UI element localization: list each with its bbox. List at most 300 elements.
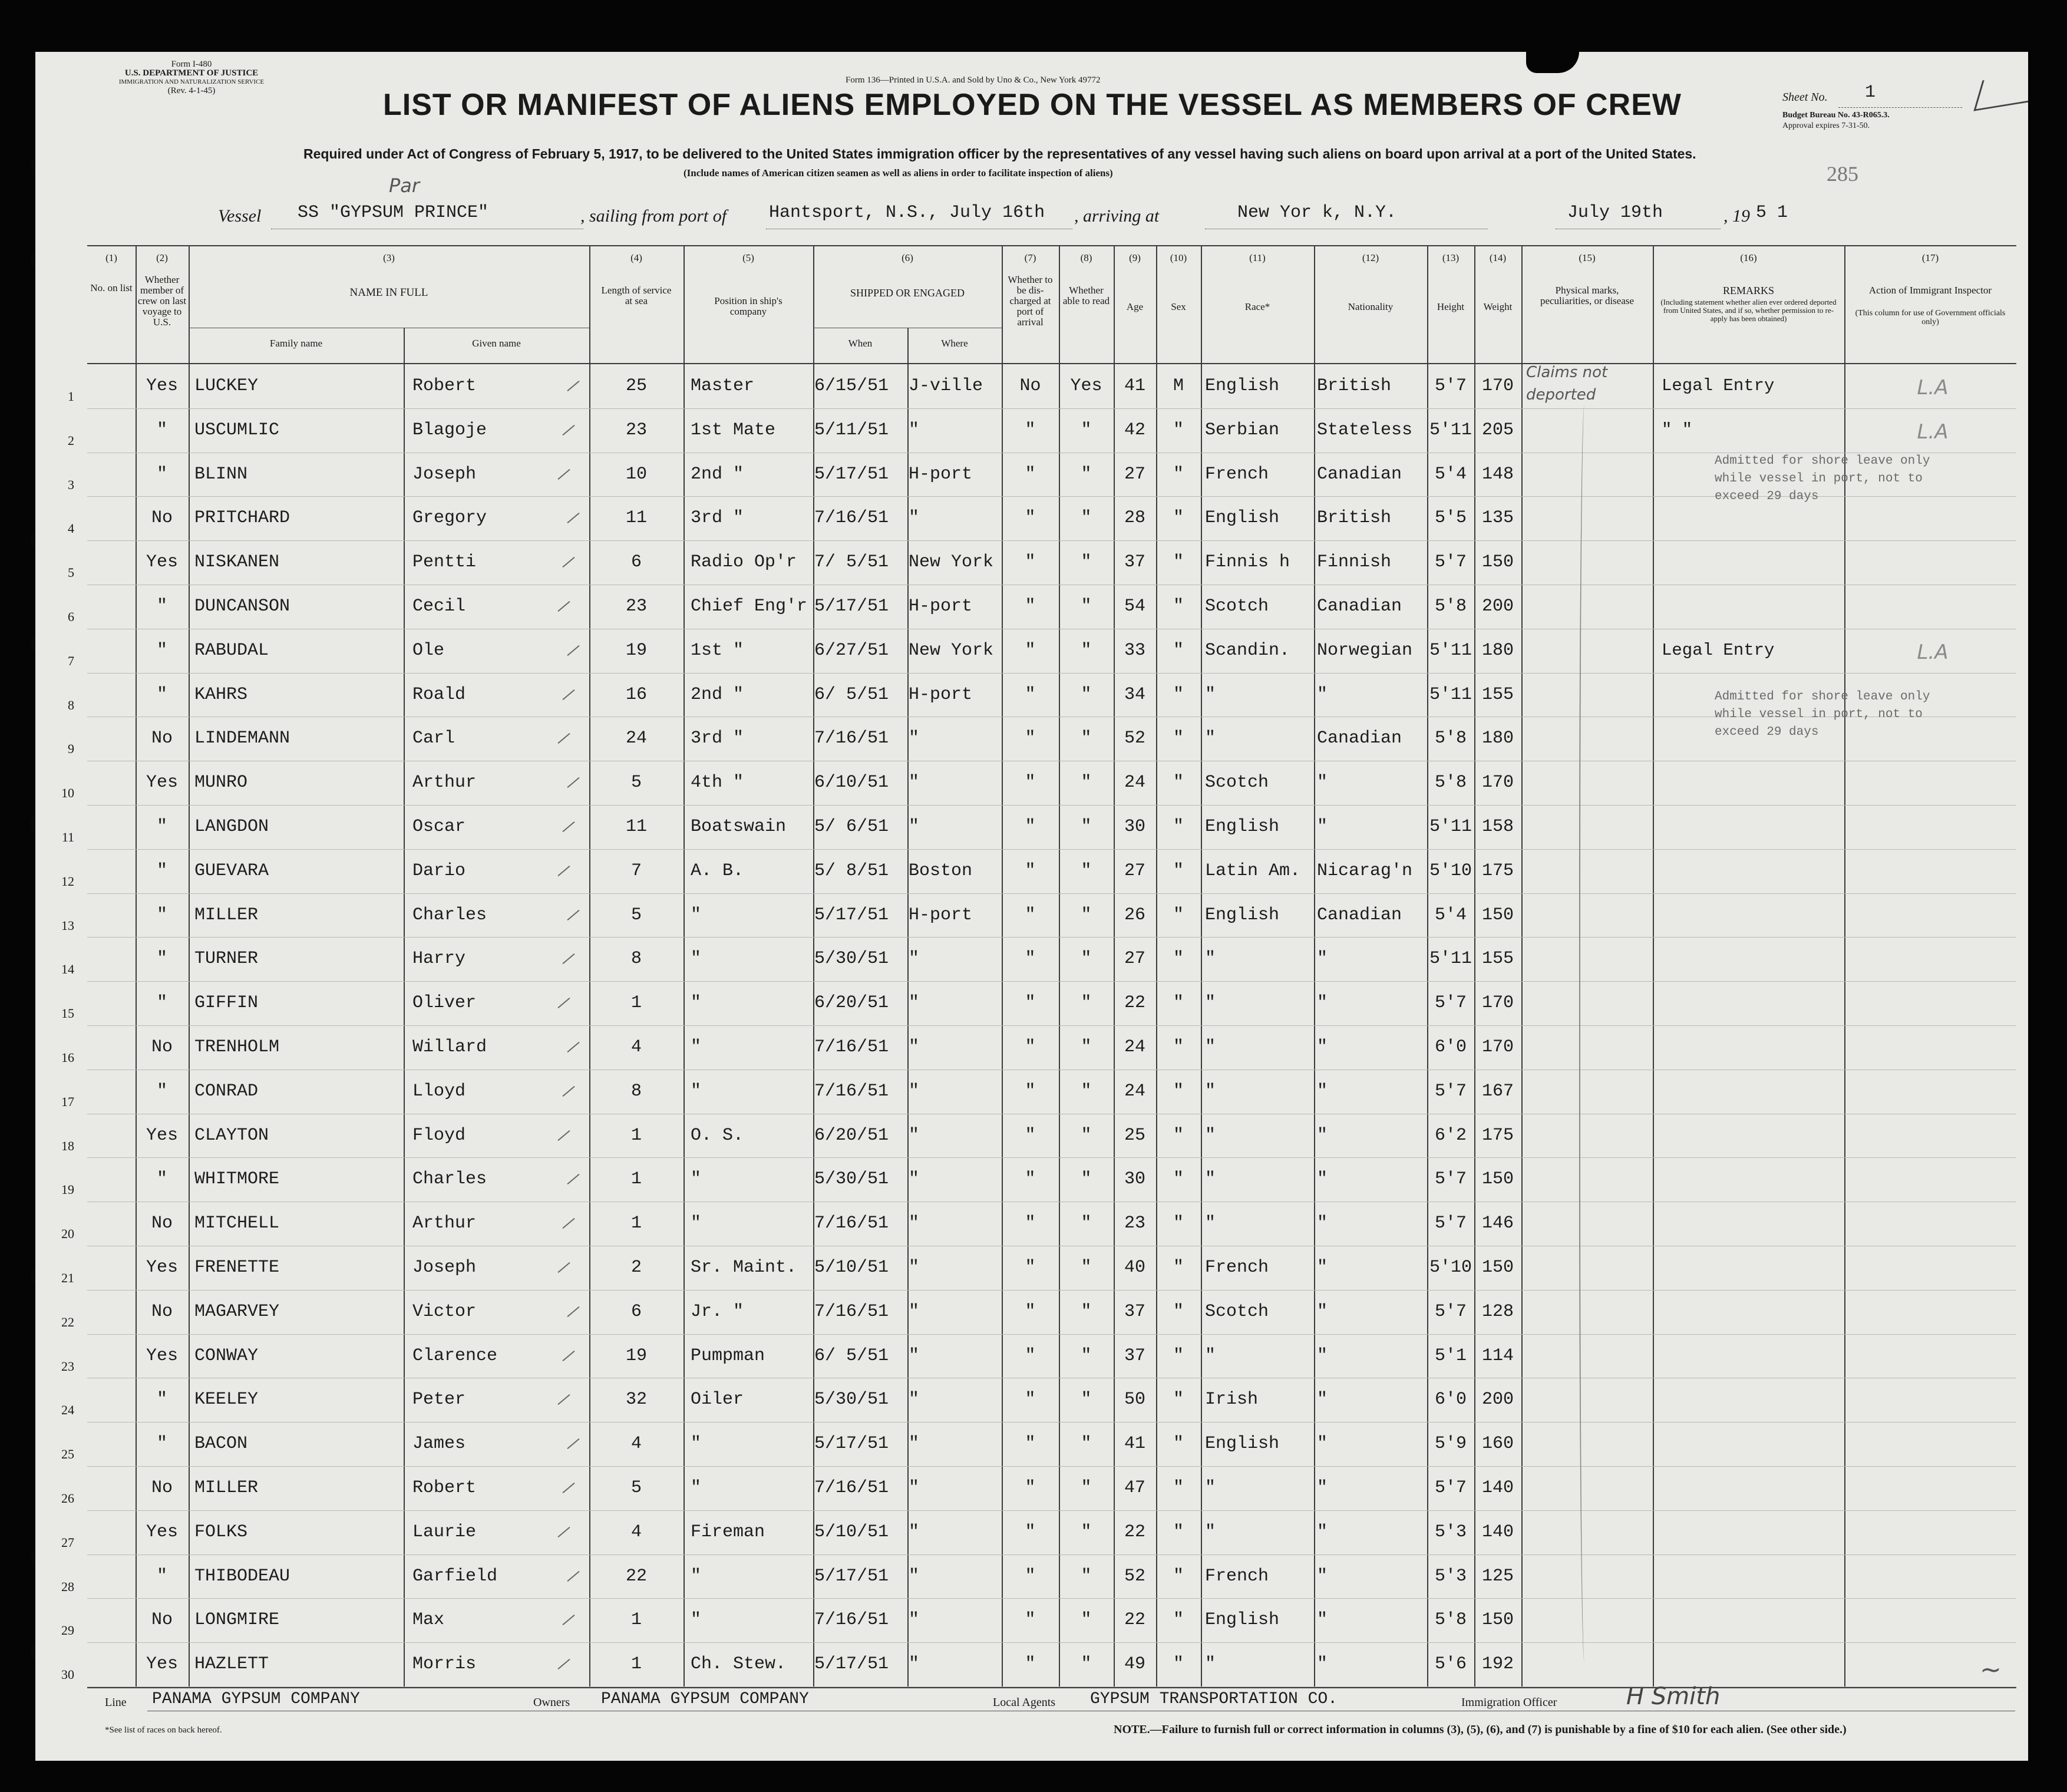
cell-position: " <box>691 1037 702 1057</box>
col-line <box>1314 245 1315 1687</box>
cell-age: 28 <box>1124 508 1145 529</box>
cell-weight: 146 <box>1481 1213 1514 1234</box>
cell-height: 5'9 <box>1434 1434 1467 1454</box>
cell-last: " <box>156 860 167 881</box>
cell-given: Charles <box>412 1169 487 1190</box>
cell-sex: " <box>1173 464 1184 484</box>
cell-given: Max <box>412 1610 445 1631</box>
row-number: 20 <box>61 1226 74 1242</box>
col17-header: Action of Immigrant Inspector <box>1868 285 1992 296</box>
cell-nat: Finnish <box>1317 552 1392 573</box>
cell-height: 5'8 <box>1434 596 1467 616</box>
cell-given: Roald <box>412 684 466 705</box>
cell-read: " <box>1081 1037 1092 1057</box>
cell-given: Gregory <box>412 508 487 529</box>
col9-number: (9) <box>1129 252 1141 263</box>
cell-last: " <box>156 1390 167 1410</box>
cell-given: Peter <box>412 1390 466 1410</box>
cell-sex: " <box>1173 1345 1184 1366</box>
cell-family: CONWAY <box>194 1345 259 1366</box>
cell-last: " <box>156 1169 167 1190</box>
cell-when: 7/ 5/51 <box>814 552 889 573</box>
cell-nat: Nicarag'n <box>1317 860 1413 881</box>
cell-position: Oiler <box>691 1390 744 1410</box>
cell-given: Robert <box>412 376 477 396</box>
cell-height: 6'2 <box>1434 1125 1467 1146</box>
cell-height: 5'1 <box>1434 1345 1467 1366</box>
cell-where: H-port <box>909 596 973 616</box>
col12-header: Nationality <box>1348 301 1394 312</box>
cell-disch: " <box>1025 684 1036 705</box>
cell-given: Lloyd <box>412 1081 466 1101</box>
cell-service: 25 <box>625 376 647 396</box>
cell-height: 5'8 <box>1434 1610 1467 1631</box>
cell-disch: " <box>1025 552 1036 573</box>
cell-race: French <box>1205 464 1269 484</box>
cell-service: 24 <box>625 728 647 749</box>
cell-read: " <box>1081 860 1092 881</box>
cell-service: 22 <box>625 1566 647 1586</box>
cell-family: MILLER <box>194 905 259 925</box>
col5-header: Position in ship's company <box>714 295 782 317</box>
cell-where: H-port <box>909 464 973 484</box>
cell-read: " <box>1081 817 1092 837</box>
row-number: 30 <box>61 1667 74 1682</box>
cell-service: 4 <box>630 1037 642 1057</box>
cell-height: 5'7 <box>1434 552 1467 573</box>
cell-weight: 135 <box>1481 508 1514 529</box>
printer-line: Form 136—Printed in U.S.A. and Sold by Uno & Co., New York 49772 <box>846 75 1101 85</box>
cell-weight: 155 <box>1481 684 1514 705</box>
cell-weight: 167 <box>1481 1081 1514 1101</box>
cell-race: " <box>1205 684 1216 705</box>
cell-nat: " <box>1317 1566 1328 1586</box>
cell-sex: " <box>1173 1390 1184 1410</box>
row-number: 25 <box>61 1447 74 1462</box>
vessel-name: SS "GYPSUM PRINCE" <box>298 203 489 223</box>
cell-read: " <box>1081 684 1092 705</box>
requirement-text: Required under Act of Congress of February 5, 1917, to be delivered to the United States immigration officer by the representatives of any vessel having such aliens on board upon arrival at a port of the United States. <box>303 146 1696 161</box>
cell-height: 5'7 <box>1434 1301 1467 1322</box>
cell-given: Arthur <box>412 773 477 793</box>
cell-height: 5'3 <box>1434 1566 1467 1586</box>
row-divider <box>87 1642 2016 1643</box>
cell-when: 7/16/51 <box>814 728 889 749</box>
col17-number: (17) <box>1921 252 1939 263</box>
cell-disch: " <box>1025 1654 1036 1675</box>
cell-last: " <box>156 640 167 661</box>
cell-service: 8 <box>630 949 642 969</box>
cell-race: " <box>1205 1345 1216 1366</box>
cell-action: L.A <box>1917 420 1949 444</box>
row-number: 1 <box>68 389 74 404</box>
cell-family: THIBODEAU <box>194 1566 290 1586</box>
cell-age: 27 <box>1124 464 1145 484</box>
cell-age: 37 <box>1124 1345 1145 1366</box>
cell-read: " <box>1081 993 1092 1014</box>
line-label: Line <box>105 1696 127 1709</box>
cell-age: 27 <box>1124 860 1145 881</box>
cell-service: 32 <box>625 1390 647 1410</box>
cell-age: 49 <box>1124 1654 1145 1675</box>
cell-position: Sr. Maint. <box>691 1258 797 1278</box>
cell-height: 5'3 <box>1434 1522 1467 1542</box>
row-number: 13 <box>61 918 74 933</box>
row-number: 7 <box>68 653 74 668</box>
budget-bureau: Budget Bureau No. 43-R065.3. <box>1782 111 1890 120</box>
cell-nat: " <box>1317 1037 1328 1057</box>
cell-service: 23 <box>625 420 647 440</box>
cell-race: " <box>1205 1654 1216 1675</box>
cell-read: " <box>1081 1125 1092 1146</box>
cell-position: " <box>691 1566 702 1586</box>
cell-height: 5'7 <box>1434 1169 1467 1190</box>
cell-nat: Canadian <box>1317 596 1402 616</box>
cell-race: " <box>1205 949 1216 969</box>
cell-sex: " <box>1173 508 1184 529</box>
cell-where: New York <box>909 552 994 573</box>
cell-read: " <box>1081 1345 1092 1366</box>
col7-header: Whether to be dis- charged at port of arrival <box>1008 274 1053 328</box>
cell-sex: " <box>1173 905 1184 925</box>
cell-when: 7/16/51 <box>814 1081 889 1101</box>
cell-last: Yes <box>146 1522 178 1542</box>
cell-given: Joseph <box>412 464 477 484</box>
sheet-underline <box>1838 107 1962 108</box>
col9-header: Age <box>1126 301 1144 312</box>
cell-last: No <box>151 1301 173 1322</box>
row-divider <box>87 1466 2016 1467</box>
cell-position: Fireman <box>691 1522 765 1542</box>
cell-position: 1st Mate <box>691 420 776 440</box>
col14-header: Weight <box>1483 301 1513 312</box>
cell-where: " <box>909 1610 920 1631</box>
cell-height: 5'11 <box>1429 684 1472 705</box>
col-line <box>684 245 685 1687</box>
cell-sex: " <box>1173 1654 1184 1675</box>
cell-weight: 200 <box>1481 1390 1514 1410</box>
cell-height: 5'8 <box>1434 773 1467 793</box>
cell-race: " <box>1205 1081 1216 1101</box>
cell-where: " <box>909 1345 920 1366</box>
cell-race: " <box>1205 1478 1216 1498</box>
cell-nat: Canadian <box>1317 905 1402 925</box>
cell-position: " <box>691 1169 702 1190</box>
cell-last: Yes <box>146 773 178 793</box>
cell-last: " <box>156 596 167 616</box>
cell-weight: 175 <box>1481 860 1514 881</box>
cell-when: 7/16/51 <box>814 1037 889 1057</box>
row-divider <box>87 1334 2016 1335</box>
cell-where: J-ville <box>909 376 983 396</box>
cell-position: " <box>691 993 702 1014</box>
cell-read: Yes <box>1070 376 1102 396</box>
col2-number: (2) <box>156 252 168 263</box>
race-note: *See list of races on back hereof. <box>105 1725 222 1735</box>
row-number: 28 <box>61 1579 74 1594</box>
cell-last: No <box>151 1213 173 1234</box>
cell-where: " <box>909 1081 920 1101</box>
cell-sex: " <box>1173 1478 1184 1498</box>
shore-leave-line: while vessel in port, not to <box>1715 472 1923 486</box>
department: U.S. DEPARTMENT OF JUSTICE <box>124 68 259 78</box>
cell-nat: " <box>1317 1081 1328 1101</box>
cell-read: " <box>1081 1213 1092 1234</box>
cell-nat: British <box>1317 508 1392 529</box>
cell-sex: M <box>1173 376 1184 396</box>
from-port: Hantsport, N.S., July 16th <box>769 203 1045 223</box>
cell-given: Laurie <box>412 1522 477 1542</box>
cell-where: " <box>909 1478 920 1498</box>
row-number: 23 <box>61 1358 74 1374</box>
cell-nat: " <box>1317 1522 1328 1542</box>
cell-position: Pumpman <box>691 1345 765 1366</box>
cell-read: " <box>1081 1478 1092 1498</box>
cell-weight: 150 <box>1481 1610 1514 1631</box>
cell-sex: " <box>1173 420 1184 440</box>
cell-age: 41 <box>1124 376 1145 396</box>
cell-position: 2nd " <box>691 464 744 484</box>
col16-subheader: (Including statement whether alien ever ordered deported from United States, and if so, whether permission to re-apply has been obtained) <box>1660 298 1837 323</box>
cell-nat: Norwegian <box>1317 640 1413 661</box>
cell-service: 19 <box>625 640 647 661</box>
cell-last: " <box>156 1434 167 1454</box>
row-number: 4 <box>68 521 74 536</box>
cell-race: English <box>1205 1610 1280 1631</box>
cell-disch: " <box>1025 1345 1036 1366</box>
cell-given: Joseph <box>412 1258 477 1278</box>
cell-disch: " <box>1025 773 1036 793</box>
cell-service: 1 <box>630 1169 642 1190</box>
cell-nat: " <box>1317 1125 1328 1146</box>
cell-weight: 180 <box>1481 728 1514 749</box>
where-header: Where <box>941 338 968 349</box>
cell-remarks: Legal Entry <box>1662 640 1775 660</box>
cell-given: Victor <box>412 1301 477 1322</box>
cell-age: 22 <box>1124 1610 1145 1631</box>
cell-family: NISKANEN <box>194 552 280 573</box>
cell-age: 50 <box>1124 1390 1145 1410</box>
cell-read: " <box>1081 1610 1092 1631</box>
cell-given: James <box>412 1434 466 1454</box>
cell-where: " <box>909 508 920 529</box>
cell-nat: Stateless <box>1317 420 1413 440</box>
cell-when: 7/16/51 <box>814 508 889 529</box>
cell-position: 1st " <box>691 640 744 661</box>
cell-where: " <box>909 1125 920 1146</box>
cell-where: " <box>909 1037 920 1057</box>
cell-age: 27 <box>1124 949 1145 969</box>
cell-age: 41 <box>1124 1434 1145 1454</box>
cell-height: 5'7 <box>1434 376 1467 396</box>
col10-number: (10) <box>1170 252 1187 263</box>
cell-read: " <box>1081 552 1092 573</box>
sheet-label: Sheet No. <box>1782 91 1828 104</box>
cell-family: WHITMORE <box>194 1169 280 1190</box>
cell-height: 5'10 <box>1429 860 1472 881</box>
cell-family: CLAYTON <box>194 1125 269 1146</box>
row-divider <box>87 1290 2016 1291</box>
officer-label: Immigration Officer <box>1461 1696 1557 1709</box>
cell-family: HAZLETT <box>194 1654 269 1675</box>
agents-label: Local Agents <box>993 1696 1056 1709</box>
col-line <box>1653 245 1654 1687</box>
col13-number: (13) <box>1442 252 1460 263</box>
cell-where: " <box>909 420 920 440</box>
cell-given: Dario <box>412 860 466 881</box>
cell-last: " <box>156 1566 167 1586</box>
approval-expiry: Approval expires 7-31-50. <box>1782 121 1870 130</box>
cell-last: " <box>156 949 167 969</box>
cell-family: GUEVARA <box>194 860 269 881</box>
cell-service: 11 <box>625 817 647 837</box>
service-name: IMMIGRATION AND NATURALIZATION SERVICE <box>118 78 265 85</box>
cell-where: " <box>909 949 920 969</box>
row-number: 19 <box>61 1182 74 1197</box>
cell-service: 1 <box>630 993 642 1014</box>
cell-where: " <box>909 1213 920 1234</box>
given-name-header: Given name <box>472 338 521 349</box>
col1-header: No. on list <box>90 282 133 293</box>
cell-given: Oliver <box>412 993 477 1014</box>
cell-age: 47 <box>1124 1478 1145 1498</box>
cell-disch: " <box>1025 1610 1036 1631</box>
cell-read: " <box>1081 1522 1092 1542</box>
cell-where: " <box>909 993 920 1014</box>
cell-race: English <box>1205 508 1280 529</box>
row-number: 3 <box>68 477 74 492</box>
row-number: 15 <box>61 1006 74 1021</box>
cell-last: Yes <box>146 552 178 573</box>
cell-position: O. S. <box>691 1125 744 1146</box>
agents-value: GYPSUM TRANSPORTATION CO. <box>1090 1690 1338 1708</box>
cell-nat: " <box>1317 1213 1328 1234</box>
cell-when: 6/ 5/51 <box>814 684 889 705</box>
cell-age: 33 <box>1124 640 1145 661</box>
physical-marks-note: Claims not deported <box>1526 364 1608 404</box>
col8-number: (8) <box>1080 252 1092 263</box>
cell-family: MUNRO <box>194 773 248 793</box>
cell-age: 24 <box>1124 773 1145 793</box>
cell-weight: 150 <box>1481 1258 1514 1278</box>
col7-number: (7) <box>1024 252 1036 263</box>
cell-disch: " <box>1025 1522 1036 1542</box>
cell-disch: " <box>1025 993 1036 1014</box>
col11-header: Race* <box>1244 301 1270 312</box>
cell-family: DUNCANSON <box>194 596 290 616</box>
cell-last: " <box>156 993 167 1014</box>
cell-sex: " <box>1173 1037 1184 1057</box>
officer-signature: H Smith <box>1626 1683 1721 1710</box>
shore-leave-line: exceed 29 days <box>1715 490 1819 503</box>
cell-nat: " <box>1317 993 1328 1014</box>
cell-weight: 148 <box>1481 464 1514 484</box>
cell-position: " <box>691 1434 702 1454</box>
cell-weight: 140 <box>1481 1478 1514 1498</box>
col14-number: (14) <box>1489 252 1507 263</box>
cell-given: Charles <box>412 905 487 925</box>
row-divider <box>87 849 2016 850</box>
cell-nat: " <box>1317 1478 1328 1498</box>
col3-number: (3) <box>383 252 395 263</box>
cell-service: 2 <box>630 1258 642 1278</box>
cell-where: " <box>909 1566 920 1586</box>
row-divider <box>87 805 2016 806</box>
cell-height: 5'11 <box>1429 420 1472 440</box>
col6-header: SHIPPED OR ENGAGED <box>850 287 965 299</box>
cell-when: 5/17/51 <box>814 905 889 925</box>
cell-disch: " <box>1025 508 1036 529</box>
col-line <box>1201 245 1202 1687</box>
cell-last: " <box>156 817 167 837</box>
cell-disch: " <box>1025 817 1036 837</box>
cell-race: English <box>1205 817 1280 837</box>
cell-height: 5'5 <box>1434 508 1467 529</box>
cell-disch: " <box>1025 949 1036 969</box>
col13-header: Height <box>1437 301 1465 312</box>
cell-read: " <box>1081 596 1092 616</box>
row-number: 29 <box>61 1623 74 1638</box>
cell-sex: " <box>1173 949 1184 969</box>
cell-race: French <box>1205 1258 1269 1278</box>
cell-family: MAGARVEY <box>194 1301 280 1322</box>
cell-read: " <box>1081 640 1092 661</box>
cell-service: 19 <box>625 1345 647 1366</box>
cell-race: " <box>1205 1037 1216 1057</box>
cell-nat: " <box>1317 1169 1328 1190</box>
row-divider <box>87 408 2016 409</box>
row-number: 8 <box>68 697 74 712</box>
cell-weight: 150 <box>1481 552 1514 573</box>
row-number: 14 <box>61 962 74 977</box>
cell-last: Yes <box>146 1654 178 1675</box>
cell-weight: 180 <box>1481 640 1514 661</box>
cell-age: 34 <box>1124 684 1145 705</box>
cell-disch: " <box>1025 420 1036 440</box>
cell-last: Yes <box>146 1345 178 1366</box>
cell-service: 1 <box>630 1610 642 1631</box>
cell-where: H-port <box>909 684 973 705</box>
cell-when: 6/10/51 <box>814 773 889 793</box>
cell-age: 23 <box>1124 1213 1145 1234</box>
cell-position: " <box>691 949 702 969</box>
col4-number: (4) <box>630 252 642 263</box>
cell-race: English <box>1205 376 1280 396</box>
row-number: 11 <box>61 830 74 844</box>
cell-race: " <box>1205 1522 1216 1542</box>
row-divider <box>87 981 2016 982</box>
cell-height: 5'6 <box>1434 1654 1467 1675</box>
cell-weight: 205 <box>1481 420 1514 440</box>
cell-weight: 150 <box>1481 1169 1514 1190</box>
cell-race: " <box>1205 1125 1216 1146</box>
cell-when: 5/30/51 <box>814 1390 889 1410</box>
cell-service: 23 <box>625 596 647 616</box>
cell-family: LANGDON <box>194 817 269 837</box>
cell-where: " <box>909 1258 920 1278</box>
cell-family: LONGMIRE <box>194 1610 280 1631</box>
cell-weight: 128 <box>1481 1301 1514 1322</box>
cell-disch: " <box>1025 1301 1036 1322</box>
cell-service: 1 <box>630 1125 642 1146</box>
cell-race: French <box>1205 1566 1269 1586</box>
cell-nat: " <box>1317 949 1328 969</box>
cell-sex: " <box>1173 1169 1184 1190</box>
cell-height: 5'7 <box>1434 1213 1467 1234</box>
cell-nat: British <box>1317 376 1392 396</box>
shore-leave-line: Admitted for shore leave only <box>1715 454 1930 468</box>
row-divider <box>87 893 2016 894</box>
